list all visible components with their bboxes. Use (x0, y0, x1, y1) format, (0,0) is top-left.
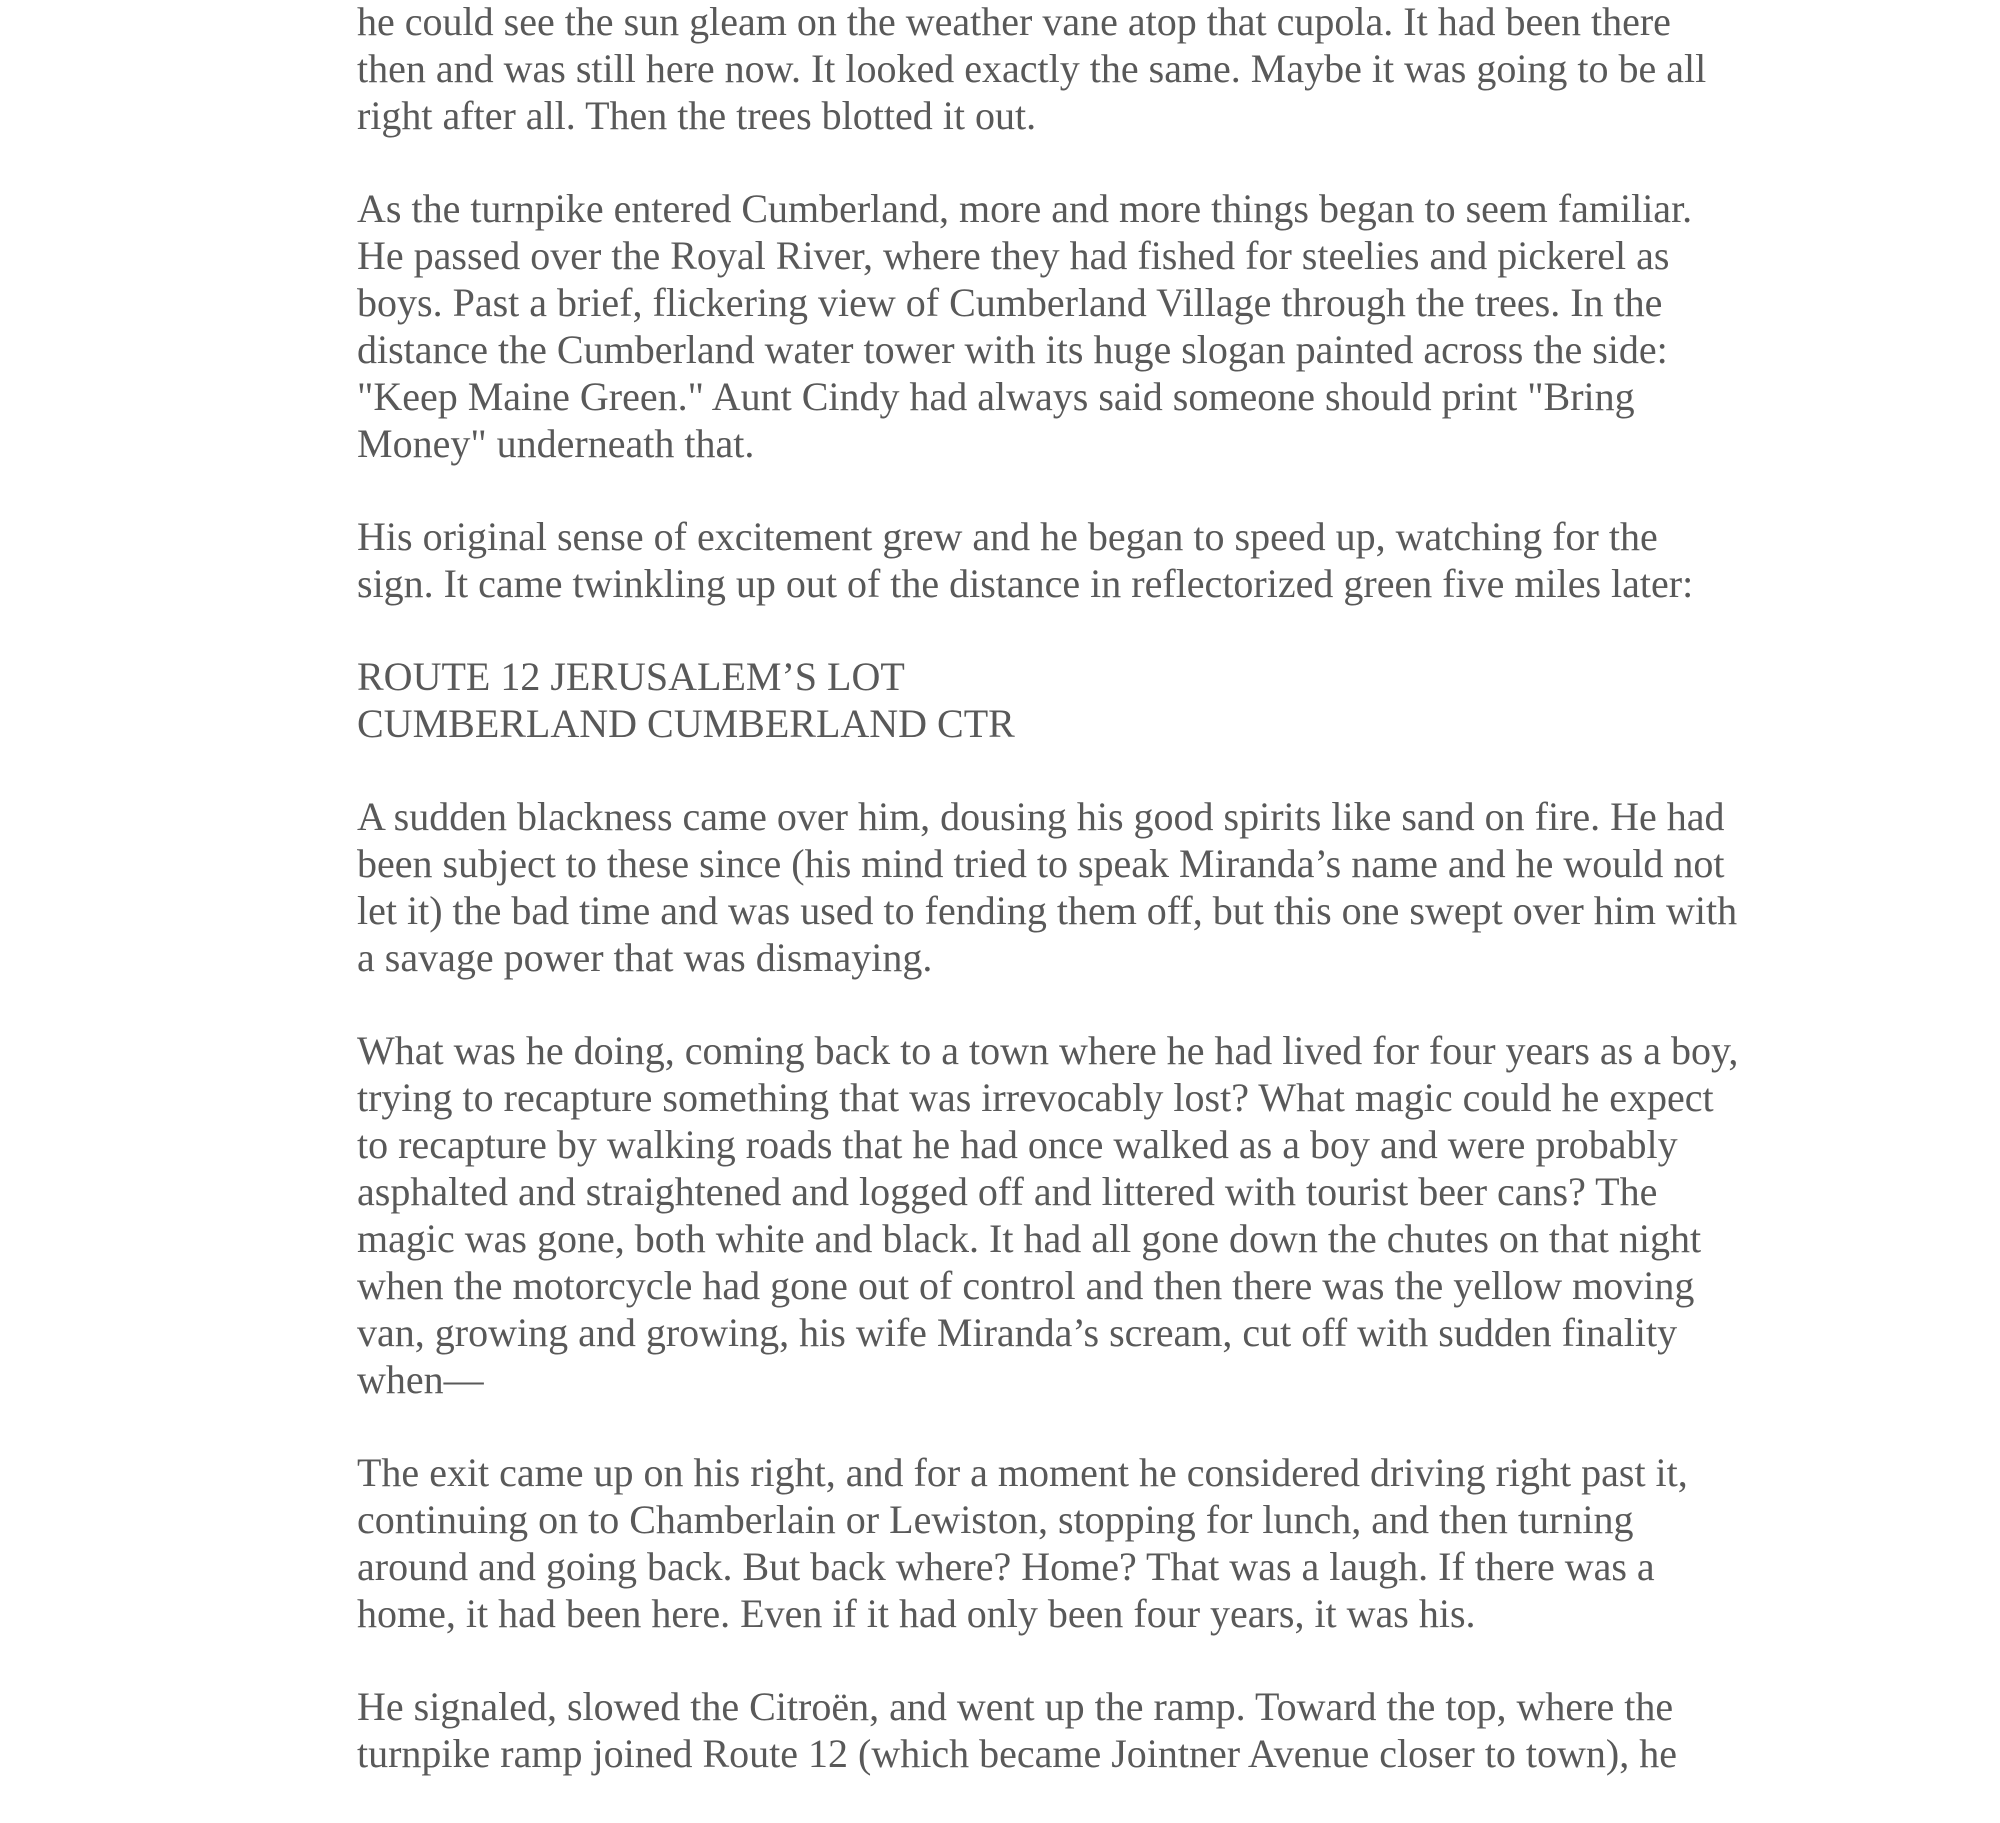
text-line: been subject to these since (his mind tried to speak Miranda’s name and he would not (357, 841, 1725, 886)
text-line: boys. Past a brief, flickering view of Cumberland Village through the trees. In the (357, 280, 1663, 325)
text-line: magic was gone, both white and black. It had all gone down the chutes on that night (357, 1216, 1702, 1261)
paragraph (357, 793, 1738, 981)
text-line: trying to recapture something that was irrevocably lost? What magic could he expect (357, 1075, 1714, 1120)
text-line: let it) the bad time and was used to fending them off, but this one swept over him with (357, 888, 1738, 933)
paragraph (357, 1683, 1677, 1777)
paragraph (357, 0, 1707, 139)
text-line: distance the Cumberland water tower with its huge slogan painted across the side: (357, 327, 1668, 372)
text-line: he could see the sun gleam on the weather vane atop that cupola. It had been there (357, 0, 1671, 44)
text-line: sign. It came twinkling up out of the distance in reflectorized green five miles later: (357, 561, 1694, 606)
text-line: What was he doing, coming back to a town where he had lived for four years as a boy, (357, 1028, 1739, 1073)
text-line: He signaled, slowed the Citroën, and went up the ramp. Toward the top, where the (357, 1684, 1674, 1729)
paragraph (357, 185, 1693, 467)
text-line: asphalted and straightened and logged off and littered with tourist beer cans? The (357, 1169, 1658, 1214)
text-line: continuing on to Chamberlain or Lewiston, stopping for lunch, and then turning (357, 1497, 1634, 1542)
paragraph (357, 1027, 1739, 1403)
text-line: a savage power that was dismaying. (357, 935, 933, 980)
text-line: right after all. Then the trees blotted it out. (357, 93, 1037, 138)
paragraph (357, 1449, 1688, 1637)
text-line: then and was still here now. It looked exactly the same. Maybe it was going to be all (357, 46, 1707, 91)
road-sign-text (357, 653, 1677, 747)
text-line: A sudden blackness came over him, dousing his good spirits like sand on fire. He had (357, 794, 1725, 839)
text-line: to recapture by walking roads that he had once walked as a boy and were probably (357, 1122, 1678, 1167)
text-line: Money" underneath that. (357, 421, 755, 466)
paragraph (357, 513, 1694, 607)
text-line: around and going back. But back where? Home? That was a laugh. If there was a (357, 1544, 1655, 1589)
text-line: His original sense of excitement grew and he began to speed up, watching for the (357, 514, 1658, 559)
text-line: van, growing and growing, his wife Miranda’s scream, cut off with sudden finality (357, 1310, 1678, 1355)
text-line: The exit came up on his right, and for a moment he considered driving right past it, (357, 1450, 1688, 1495)
text-line: home, it had been here. Even if it had only been four years, it was his. (357, 1591, 1476, 1636)
text-line: As the turnpike entered Cumberland, more and more things began to seem familiar. (357, 186, 1693, 231)
document-page (357, 0, 1739, 1823)
text-line: when— (357, 1357, 484, 1402)
text-line: CUMBERLAND CUMBERLAND CTR (357, 701, 1015, 746)
text-line: turnpike ramp joined Route 12 (which became Jointner Avenue closer to town), he (357, 1731, 1677, 1776)
text-line: when the motorcycle had gone out of control and then there was the yellow moving (357, 1263, 1695, 1308)
text-line: ROUTE 12 JERUSALEM’S LOT (357, 654, 905, 699)
text-line: He passed over the Royal River, where they had fished for steelies and pickerel as (357, 233, 1670, 278)
text-line: "Keep Maine Green." Aunt Cindy had always said someone should print "Bring (357, 374, 1635, 419)
